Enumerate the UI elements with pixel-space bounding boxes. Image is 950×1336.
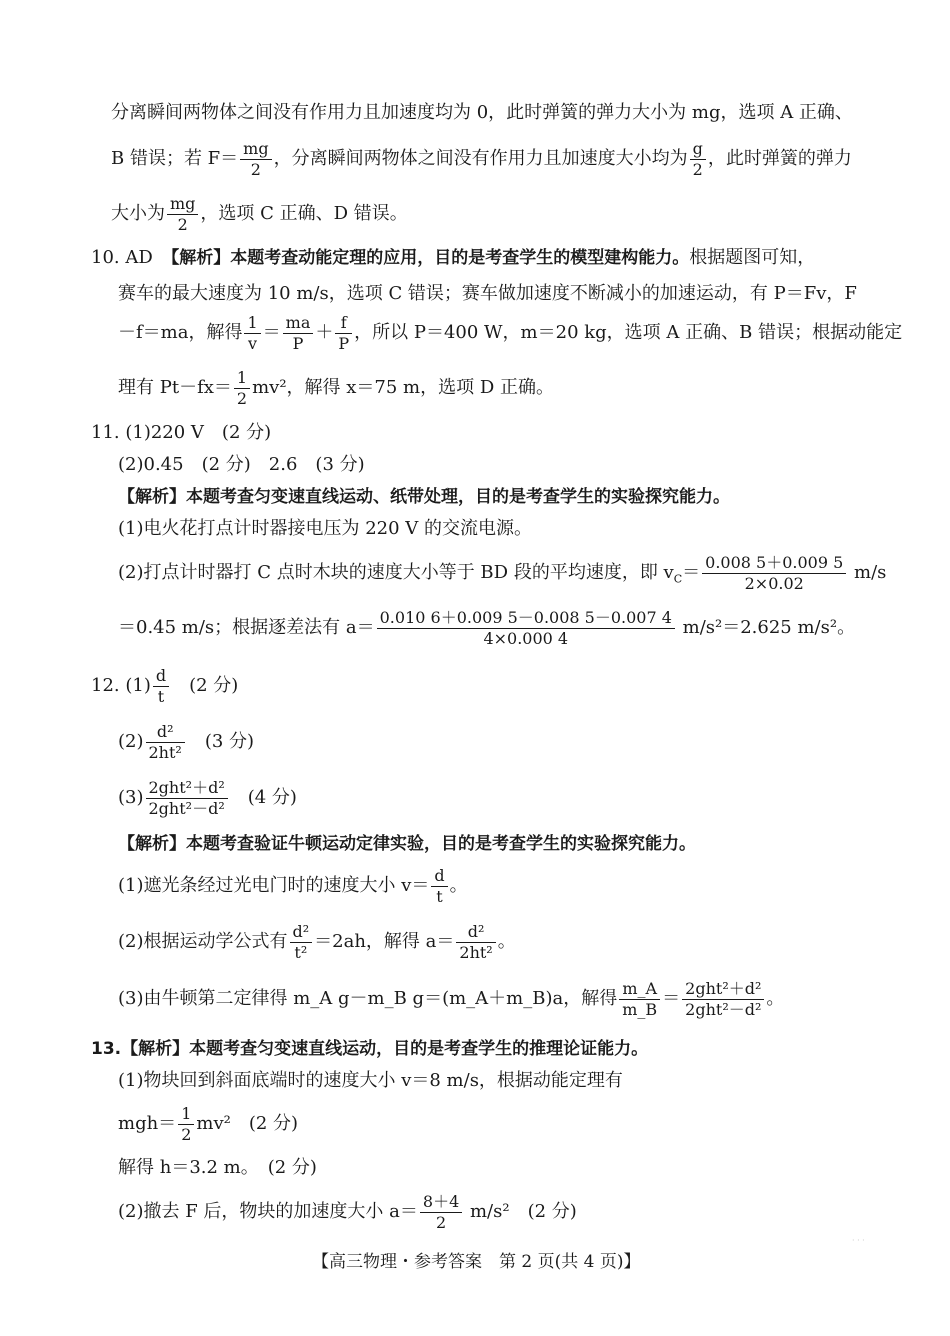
fraction bbox=[234, 368, 250, 409]
fraction bbox=[335, 313, 352, 354]
subscript: C bbox=[673, 572, 683, 586]
q13-text: m/s² (2 分) bbox=[464, 1201, 577, 1222]
fraction bbox=[178, 1104, 194, 1145]
fraction bbox=[240, 139, 271, 180]
fraction bbox=[244, 313, 260, 354]
q12-text: (1)遮光条经过光电门时的速度大小 v＝ bbox=[118, 875, 430, 896]
fraction-numerator: 2ght²＋d² bbox=[682, 979, 764, 1000]
fraction-numerator: 8＋4 bbox=[420, 1192, 462, 1213]
q9-text: ，分离瞬间两物体之间没有作用力且加速度大小均为 bbox=[273, 148, 688, 169]
fraction-denominator: 2ht² bbox=[459, 942, 493, 962]
fraction-numerator: d² bbox=[290, 922, 313, 943]
q12-line-6 bbox=[118, 920, 516, 964]
q13-line-3 bbox=[118, 1102, 298, 1146]
q12-text: (2)根据运动学公式有 bbox=[118, 931, 288, 952]
fraction-denominator: t² bbox=[294, 942, 308, 962]
q13-text: mv² (2 分) bbox=[196, 1113, 299, 1134]
fraction-denominator: 2ht² bbox=[148, 742, 182, 762]
q10-line-1 bbox=[91, 246, 815, 270]
fraction-denominator: 2ght²－d² bbox=[148, 798, 225, 818]
q11-text: ＝0.45 m/s；根据逐差法有 a＝ bbox=[118, 617, 375, 638]
q11-line-6 bbox=[118, 606, 855, 650]
fraction bbox=[456, 922, 495, 963]
fraction-denominator: 2 bbox=[177, 214, 188, 234]
page-footer: 【高三物理・参考答案 第 2 页(共 4 页)】 bbox=[312, 1252, 641, 1272]
q12-line-2 bbox=[118, 720, 254, 764]
fraction-numerator: 1 bbox=[234, 368, 250, 389]
q12-text: ＝ bbox=[662, 988, 681, 1009]
q12-analysis-heading: 【解析】本题考查验证牛顿运动定律实验，目的是考查学生的实验探究能力。 bbox=[118, 834, 696, 854]
question-number: 10. AD bbox=[91, 247, 171, 268]
fraction bbox=[619, 979, 660, 1020]
fraction bbox=[290, 922, 313, 963]
q9-text: ，选项 C 正确、D 错误。 bbox=[200, 203, 408, 224]
fraction bbox=[283, 313, 314, 354]
q12-line-5 bbox=[118, 864, 468, 908]
fraction-numerator: mg bbox=[167, 194, 198, 215]
q12-text: 12. (1) bbox=[91, 675, 151, 696]
q12-text: 。 bbox=[497, 931, 516, 952]
q9-text: ，此时弹簧的弹力 bbox=[707, 148, 852, 169]
q9-text: 大小为 bbox=[111, 203, 165, 224]
fraction bbox=[167, 194, 198, 235]
analysis-heading: 【解析】本题考查动能定理的应用，目的是考查学生的模型建构能力。 bbox=[170, 248, 690, 268]
q12-text: (2 分) bbox=[171, 675, 239, 696]
fraction-numerator: mg bbox=[240, 139, 271, 160]
q11-line-5 bbox=[118, 551, 886, 602]
q10-line-4 bbox=[118, 366, 554, 410]
fraction bbox=[702, 553, 846, 594]
fraction-denominator: P bbox=[338, 333, 350, 353]
decorative-dots: · · · bbox=[852, 1236, 865, 1245]
q9-line-3 bbox=[111, 192, 408, 236]
fraction-numerator: d bbox=[431, 866, 447, 887]
q10-text: －f＝ma，解得 bbox=[118, 322, 243, 343]
q10-text: 理有 Pt－fx＝ bbox=[118, 377, 232, 398]
fraction-numerator: 0.008 5＋0.009 5 bbox=[702, 553, 846, 574]
q13-line-5 bbox=[118, 1190, 577, 1234]
fraction-denominator: P bbox=[292, 333, 304, 353]
q13-line-4: 解得 h＝3.2 m。 (2 分) bbox=[118, 1157, 317, 1178]
q10-text: ＝ bbox=[262, 322, 281, 343]
fraction-denominator: v bbox=[248, 333, 258, 353]
q13-line-1: 13.【解析】本题考查匀变速直线运动，目的是考查学生的推理论证能力。 bbox=[91, 1039, 649, 1059]
q12-line-1 bbox=[91, 664, 238, 708]
fraction-denominator: 2ght²－d² bbox=[685, 999, 762, 1019]
fraction-denominator: m_B bbox=[622, 999, 658, 1019]
fraction-denominator: t bbox=[436, 886, 443, 906]
q13-line-2: (1)物块回到斜面底端时的速度大小 v＝8 m/s，根据动能定理有 bbox=[118, 1070, 623, 1091]
q12-text: (3 分) bbox=[186, 731, 255, 752]
q11-line-4: (1)电火花打点计时器接电压为 220 V 的交流电源。 bbox=[118, 518, 533, 539]
fraction-numerator: 2ght²＋d² bbox=[146, 778, 228, 799]
q10-text: mv²，解得 x＝75 m，选项 D 正确。 bbox=[252, 377, 554, 398]
fraction-numerator: f bbox=[335, 313, 352, 334]
q10-line-3 bbox=[118, 311, 902, 355]
q12-text: ＝2ah，解得 a＝ bbox=[314, 931, 455, 952]
fraction-denominator: 2 bbox=[236, 388, 248, 408]
q12-line-3 bbox=[118, 776, 297, 820]
q11-line-2: (2)0.45 (2 分) 2.6 (3 分) bbox=[118, 454, 365, 475]
fraction-denominator: 2×0.02 bbox=[744, 573, 804, 593]
fraction bbox=[153, 666, 169, 707]
q11-text: ＝ bbox=[682, 562, 701, 583]
fraction-denominator: 2 bbox=[692, 159, 703, 179]
fraction-denominator: 4×0.000 4 bbox=[483, 628, 569, 648]
fraction-numerator: d bbox=[153, 666, 169, 687]
q12-text: 。 bbox=[449, 875, 468, 896]
q12-text: 。 bbox=[766, 988, 785, 1009]
q9-text: B 错误；若 F＝ bbox=[111, 148, 239, 169]
fraction-numerator: 1 bbox=[178, 1104, 194, 1125]
q11-analysis-heading: 【解析】本题考查匀变速直线运动、纸带处理，目的是考查学生的实验探究能力。 bbox=[118, 487, 730, 507]
fraction bbox=[690, 139, 706, 180]
fraction bbox=[146, 778, 228, 819]
fraction-numerator: m_A bbox=[619, 979, 660, 1000]
q9-line-2 bbox=[111, 137, 852, 181]
fraction-denominator: t bbox=[157, 686, 165, 706]
q11-text: m/s bbox=[848, 562, 887, 583]
fraction-numerator: d² bbox=[456, 922, 495, 943]
q12-text: (2) bbox=[118, 731, 144, 752]
q11-line-1: 11. (1)220 V (2 分) bbox=[91, 422, 272, 443]
q13-text: (2)撤去 F 后，物块的加速度大小 a＝ bbox=[118, 1201, 418, 1222]
q12-line-7 bbox=[118, 977, 784, 1021]
fraction-numerator: 0.010 6＋0.009 5－0.008 5－0.007 4 bbox=[377, 608, 675, 629]
q10-text: 根据题图可知， bbox=[689, 247, 816, 268]
fraction-denominator: 2 bbox=[181, 1124, 192, 1144]
fraction bbox=[146, 722, 185, 763]
q10-text: ＋ bbox=[315, 322, 334, 343]
q10-line-2: 赛车的最大速度为 10 m/s，选项 C 错误；赛车做加速度不断减小的加速运动，有 P＝Fv，F bbox=[118, 283, 857, 304]
fraction-numerator: g bbox=[690, 139, 706, 160]
fraction bbox=[431, 866, 447, 907]
fraction-denominator: 2 bbox=[250, 159, 261, 179]
fraction-numerator: 1 bbox=[244, 313, 260, 334]
fraction-numerator: d² bbox=[146, 722, 185, 743]
fraction-numerator: ma bbox=[283, 313, 314, 334]
q12-text: (3) bbox=[118, 787, 144, 808]
q11-text: (2)打点计时器打 C 点时木块的速度大小等于 BD 段的平均速度，即 v bbox=[118, 562, 674, 583]
fraction bbox=[682, 979, 764, 1020]
q10-text: ，所以 P＝400 W，m＝20 kg，选项 A 正确、B 错误；根据动能定 bbox=[354, 322, 903, 343]
fraction-denominator: 2 bbox=[435, 1212, 447, 1232]
q12-text: (4 分) bbox=[229, 787, 297, 808]
q9-line-1: 分离瞬间两物体之间没有作用力且加速度均为 0，此时弹簧的弹力大小为 mg，选项 A 正确、 bbox=[111, 102, 853, 123]
fraction bbox=[377, 608, 675, 649]
q13-text: mgh＝ bbox=[118, 1113, 177, 1134]
fraction bbox=[420, 1192, 462, 1233]
q11-text: m/s²＝2.625 m/s²。 bbox=[676, 617, 856, 638]
q12-text: (3)由牛顿第二定律得 m_A g－m_B g＝(m_A＋m_B)a，解得 bbox=[118, 988, 618, 1009]
